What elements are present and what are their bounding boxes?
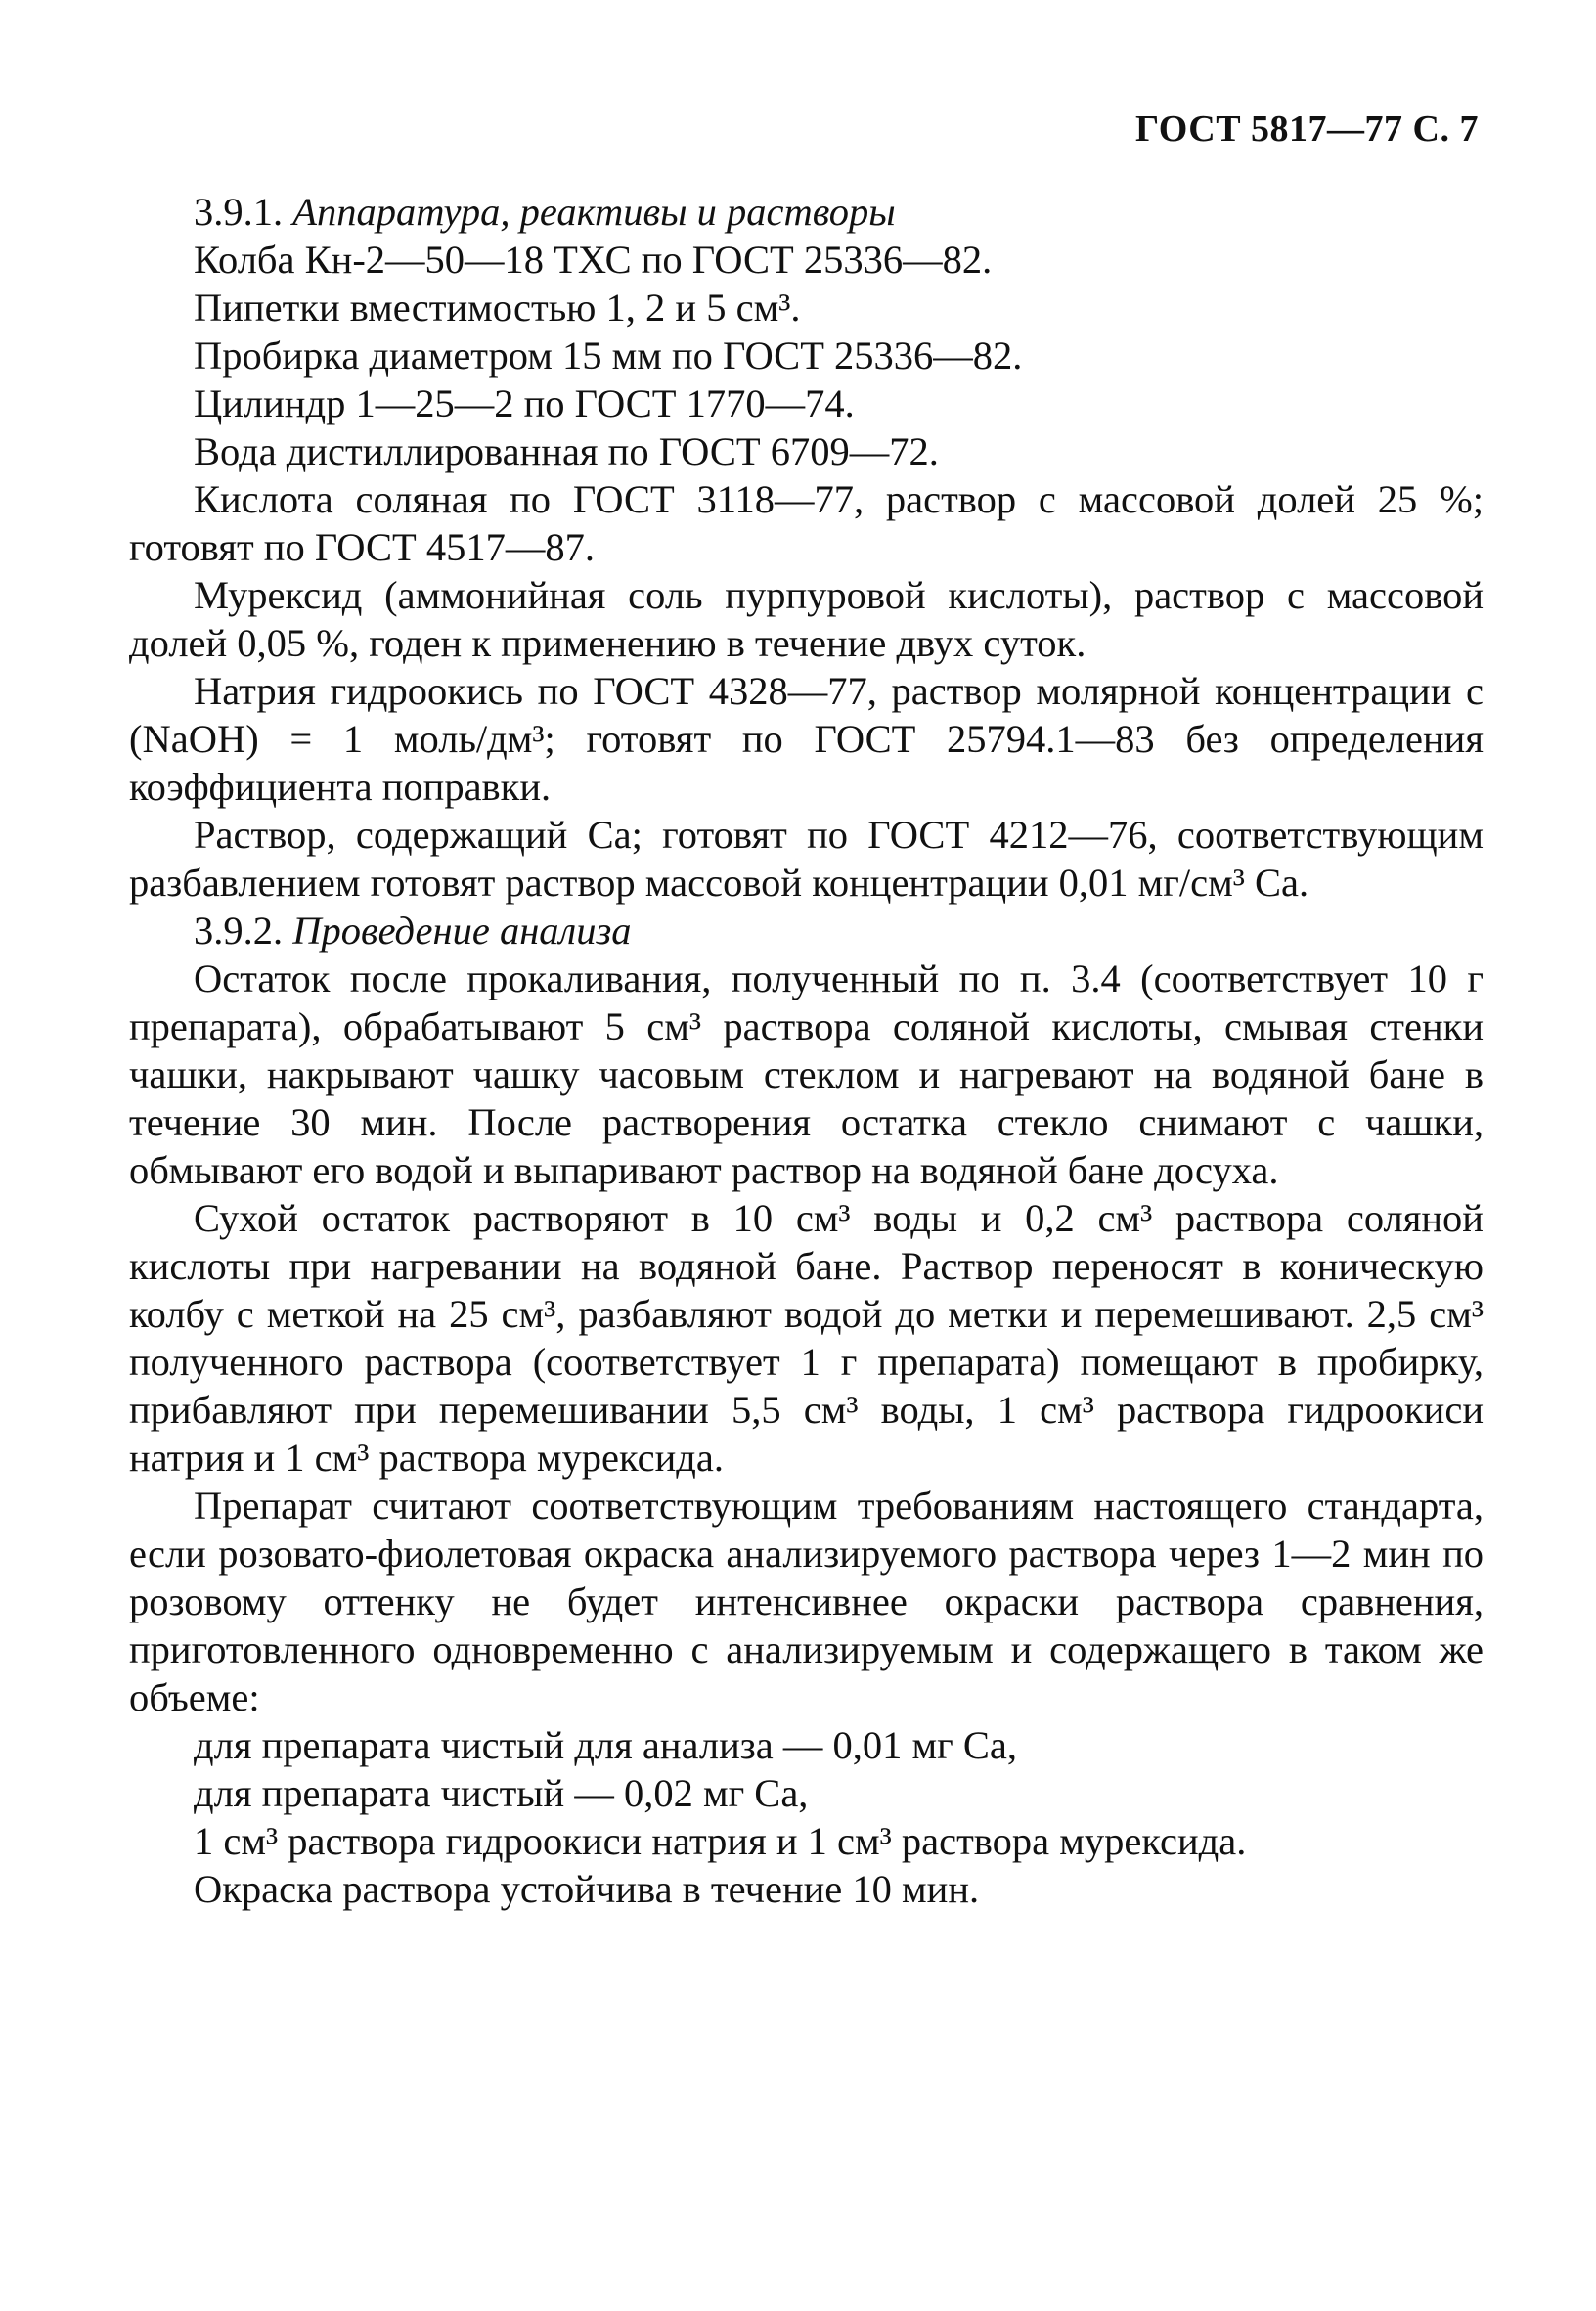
closing-statement: Окраска раствора устойчива в течение 10 мин. [194,1867,980,1911]
procedure-paragraph: Остаток после прокаливания, полученный по п. 3.4 (соответствует 10 г препарата), обрабатывают 5 см³ раствора соляной кислоты, смывая стенки чашки, накрывают чашку часовым стеклом и нагревают на водяной бане в течение 30 мин. После растворения остатка стекло снимают с чашки, обмывают его водой и выпаривают раствор на водяной бане досуха. [129,956,1484,1192]
procedure-paragraph: Препарат считают соответствующим требованиям настоящего стандарта, если розовато-фиолетовая окраска анализируемого раствора через 1—2 мин по розовому оттенку не будет интенсивнее окраски раствора сравнения, приготовленного одновременно с анализируемым и содержащего в таком же объеме: [129,1484,1484,1719]
section-heading-analysis [129,907,1484,955]
reagent-paragraph: Натрия гидроокись по ГОСТ 4328—77, раствор молярной концентрации с (NaOH) = 1 моль/дм³; готовят по ГОСТ 25794.1—83 без определения коэффициента поправки. [129,669,1484,809]
section-number: 3.9.2. [194,909,284,953]
list-item: 1 см³ раствора гидроокиси натрия и 1 см³ раствора мурексида. [194,1819,1247,1863]
section-title: Аппаратура, реактивы и растворы [292,190,896,234]
section-title: Проведение анализа [292,909,632,953]
section-number: 3.9.1. [194,190,284,234]
procedure-paragraph: Сухой остаток растворяют в 10 см³ воды и 0,2 см³ раствора соляной кислоты при нагревании на водяной бане. Раствор переносят в коническую колбу с меткой на 25 см³, разбавляют водой до метки и перемешивают. 2,5 см³ полученного раствора (соответствует 1 г препарата) помещают в пробирку, прибавляют при перемешивании 5,5 см³ воды, 1 см³ раствора гидроокиси натрия и 1 см³ раствора мурексида. [129,1196,1484,1480]
apparatus-item: Вода дистиллированная по ГОСТ 6709—72. [194,429,939,473]
list-item: для препарата чистый для анализа — 0,01 мг Са, [194,1723,1017,1767]
apparatus-item: Колба Кн-2—50—18 ТХС по ГОСТ 25336—82. [194,238,993,282]
apparatus-item: Пипетки вместимостью 1, 2 и 5 см³. [194,286,801,330]
document-body [129,188,1484,1913]
apparatus-item: Цилиндр 1—25—2 по ГОСТ 1770—74. [194,381,855,425]
section-heading-apparatus [129,188,1484,236]
apparatus-item: Пробирка диаметром 15 мм по ГОСТ 25336—82. [194,333,1023,378]
page-header: ГОСТ 5817—77 С. 7 [1135,109,1479,150]
reagent-paragraph: Кислота соляная по ГОСТ 3118—77, раствор с массовой долей 25 %; готовят по ГОСТ 4517—87. [129,477,1484,569]
reagent-paragraph: Мурексид (аммонийная соль пурпуровой кислоты), раствор с массовой долей 0,05 %, годен к применению в течение двух суток. [129,573,1484,665]
list-item: для препарата чистый — 0,02 мг Са, [194,1771,809,1815]
reagent-paragraph: Раствор, содержащий Са; готовят по ГОСТ 4212—76, соответствующим разбавлением готовят раствор массовой концентрации 0,01 мг/см³ Са. [129,813,1484,905]
